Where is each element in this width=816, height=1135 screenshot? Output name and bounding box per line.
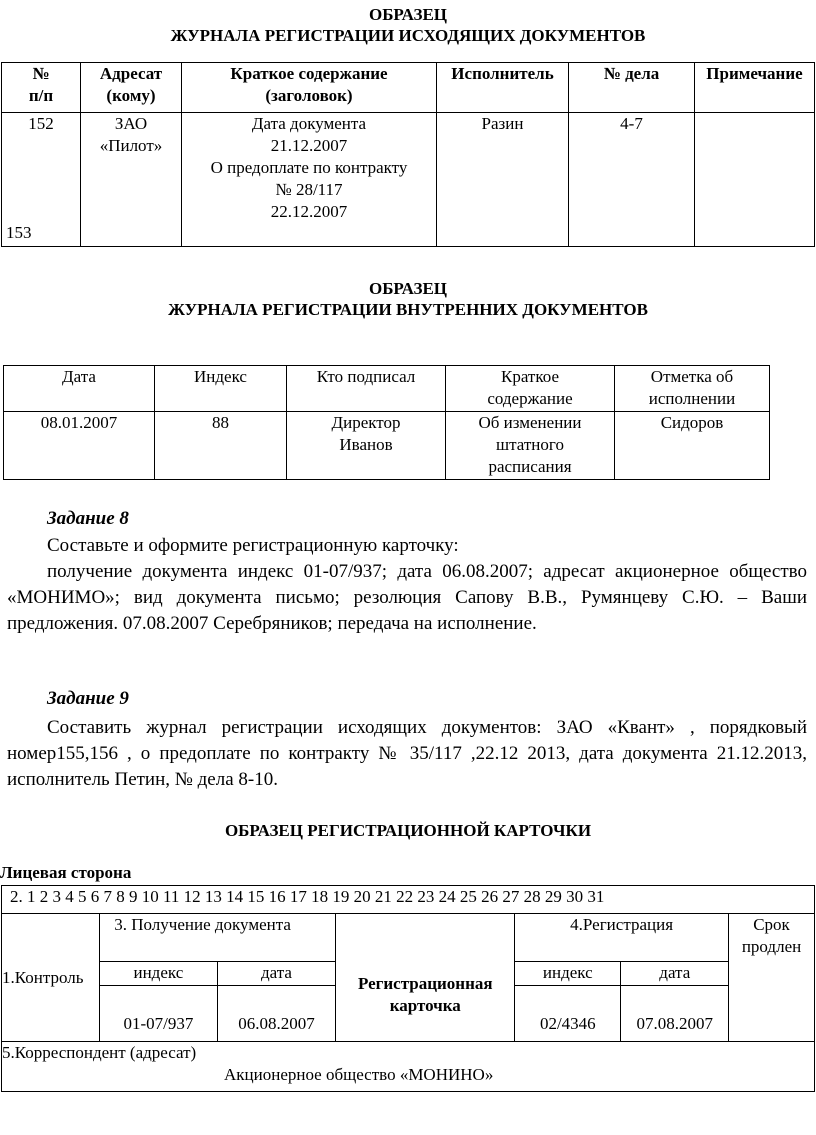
cell-num [2,113,81,247]
card-center-cell [336,914,515,1042]
card-center-text: карточка [389,995,461,1015]
header-text: (кому) [106,86,156,105]
cell-text: 21.12.2007 [270,136,348,155]
internal-journal-table [3,365,770,480]
cell-index: 88 [155,412,287,480]
control-cell: 1.Контроль [2,914,100,1042]
table-row [4,412,770,480]
outgoing-title-2: ЖУРНАЛА РЕГИСТРАЦИИ ИСХОДЯЩИХ ДОКУМЕНТОВ [170,26,646,45]
registration-header: 4.Регистрация [515,914,729,962]
card-center-text: Регистрационная [357,973,493,993]
task8-body: получение документа индекс 01-07/937; дата 06.08.2007; адресат акционерное общество «МОНИМО»; вид документа письмо; резолюция Сапову В.В., Румянцеву С.Ю. – Ваши предложения. 07.08.2007 Серебряников; передача на исполнение. [7,561,807,634]
task9-title: Задание 9 [47,688,129,709]
cell-mark: Сидоров [615,412,770,480]
cell-text: штатного [496,435,564,454]
cell-text: Дата документа [251,114,367,133]
card-header-row [2,914,815,962]
cell-summary [446,412,615,480]
term-text: Срок [753,915,790,934]
col-mark-header [615,366,770,412]
col-summary-header [446,366,615,412]
receipt-index-value: 01-07/937 [100,986,217,1042]
row-number: 152 [28,114,54,133]
col-executor-header: Исполнитель [437,63,569,113]
reg-index-value: 02/4346 [515,986,621,1042]
cell-text: О предоплате по контракту [210,158,408,177]
table-header-row [4,366,770,412]
correspondent-label: 5.Корреспондент (адресат) [2,1043,197,1062]
header-text: Отметка об [650,367,734,386]
cell-executor: Разин [437,113,569,247]
registration-card-table [1,885,815,1092]
header-text: содержание [487,389,573,408]
cell-date: 08.01.2007 [4,412,155,480]
header-text: Краткое содержание [230,64,388,83]
header-text: № [32,64,50,83]
term-cell [729,914,815,1042]
cell-text: ЗАО [114,114,148,133]
cell-signed [287,412,446,480]
cell-case: 4-7 [569,113,695,247]
internal-title-1: ОБРАЗЕЦ [368,279,448,298]
cell-text: расписания [488,457,572,476]
days-cell: 2. 1 2 3 4 5 6 7 8 9 10 11 12 13 14 15 16 17 18 19 20 21 22 23 24 25 26 27 28 29 30 31 [2,886,815,914]
col-summary-header [182,63,437,113]
internal-title-2: ЖУРНАЛА РЕГИСТРАЦИИ ВНУТРЕННИХ ДОКУМЕНТОВ [168,300,648,319]
cell-text: Об изменении [478,413,582,432]
cell-text: 22.12.2007 [270,202,348,221]
task8-title: Задание 8 [47,508,129,529]
col-date-header: Дата [4,366,155,412]
receipt-date-label: дата [217,962,336,986]
header-text: (заголовок) [265,86,353,105]
correspondent-cell [2,1042,815,1092]
reg-date-label: дата [621,962,729,986]
header-text: исполнении [648,389,736,408]
cell-addressee [81,113,182,247]
cell-note [695,113,815,247]
header-text: Краткое [500,367,560,386]
task9-body: Составить журнал регистрации исходящих документов: ЗАО «Квант» , порядковый номер155,156 , о предоплате по контракту № 35/117 ,22.12 2013, дата документа 21.12.2013, исполнитель Петин, № дела 8-10. [7,717,807,790]
cell-summary [182,113,437,247]
outgoing-journal-table [1,62,815,247]
card-title: ОБРАЗЕЦ РЕГИСТРАЦИОННОЙ КАРТОЧКИ [224,821,592,840]
cell-text: № 28/117 [275,180,343,199]
cell-text: Иванов [339,435,393,454]
col-note-header: Примечание [695,63,815,113]
receipt-date-value: 06.08.2007 [217,986,336,1042]
correspondent-row [2,1042,815,1092]
table-row [2,113,815,247]
task8-line1: Составьте и оформите регистрационную карточку: [47,535,459,556]
card-front-label: Лицевая сторона [0,863,132,882]
header-text: Адресат [99,64,163,83]
col-index-header: Индекс [155,366,287,412]
reg-date-value: 07.08.2007 [621,986,729,1042]
receipt-header: 3. Получение документа [100,914,336,962]
receipt-index-label: индекс [100,962,217,986]
outgoing-title-1: ОБРАЗЕЦ [368,5,448,24]
cell-text: «Пилот» [99,136,163,155]
term-text: продлен [741,937,802,956]
days-row [2,886,815,914]
correspondent-value: Акционерное общество «МОНИНО» [224,1065,494,1084]
col-num-header [2,63,81,113]
reg-index-label: индекс [515,962,621,986]
col-signed-header: Кто подписал [287,366,446,412]
table-header-row [2,63,815,113]
cell-text: Директор [331,413,401,432]
header-text: п/п [28,86,54,105]
row-number: 153 [6,223,32,242]
col-addressee-header [81,63,182,113]
col-case-header: № дела [569,63,695,113]
